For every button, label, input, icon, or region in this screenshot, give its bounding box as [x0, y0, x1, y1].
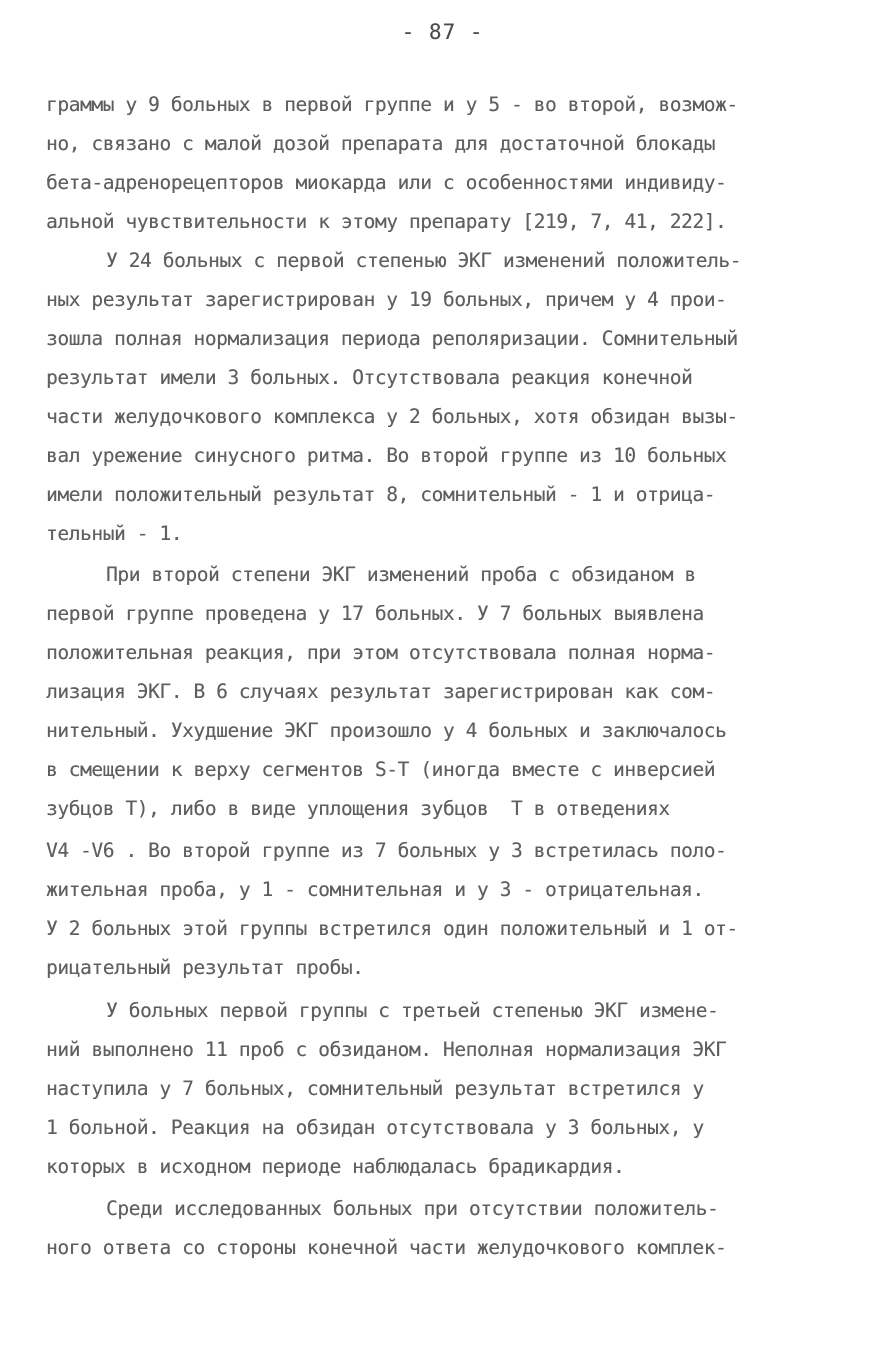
text-line: части желудочкового комплекса у 2 больных, хотя обзидан вызы- — [46, 405, 738, 428]
text-line: в смещении к верху сегментов S-T (иногда вместе с инверсией — [46, 758, 716, 781]
text-line: жительная проба, у 1 - сомнительная и у 3 - отрицательная. — [46, 878, 704, 901]
text-line: У 2 больных этой группы встретился один положительный и 1 от- — [46, 917, 738, 940]
text-line: имели положительный результат 8, сомнительный - 1 и отрица- — [46, 483, 716, 506]
text-line: У 24 больных с первой степенью ЭКГ изменений положитель- — [106, 249, 742, 272]
text-line: 1 больной. Реакция на обзидан отсутствовала у 3 больных, у — [46, 1116, 704, 1139]
text-line: ний выполнено 11 проб с обзиданом. Неполная нормализация ЭКГ — [46, 1038, 727, 1061]
text-line: наступила у 7 больных, сомнительный результат встретился у — [46, 1077, 704, 1100]
text-line: которых в исходном периоде наблюдалась брадикардия. — [46, 1155, 625, 1178]
text-line: V4 -V6 . Во второй группе из 7 больных у 3 встретилась поло- — [46, 839, 727, 862]
text-line: граммы у 9 больных в первой группе и у 5 - во второй, возмож- — [46, 93, 738, 116]
text-line: зубцов Т), либо в виде уплощения зубцов Т в отведениях — [46, 797, 670, 820]
text-line: зошла полная нормализация периода реполяризации. Сомнительный — [46, 327, 738, 350]
page-number: - 87 - — [401, 20, 484, 44]
text-line: Среди исследованных больных при отсутствии положитель- — [106, 1197, 719, 1220]
text-line: бета-адренорецепторов миокарда или с особенностями индивиду- — [46, 171, 727, 194]
text-line: У больных первой группы с третьей степенью ЭКГ измене- — [106, 999, 719, 1022]
text-line: результат имели 3 больных. Отсутствовала реакция конечной — [46, 366, 693, 389]
text-line: альной чувствительности к этому препарату [219, 7, 41, 222]. — [46, 210, 727, 233]
text-line: положительная реакция, при этом отсутствовала полная норма- — [46, 641, 716, 664]
text-line: рицательный результат пробы. — [46, 956, 364, 979]
text-line: первой группе проведена у 17 больных. У 7 больных выявлена — [46, 602, 704, 625]
text-line: тельный - 1. — [46, 522, 183, 545]
text-line: вал урежение синусного ритма. Во второй группе из 10 больных — [46, 444, 727, 467]
text-line: ного ответа со стороны конечной части желудочкового комплек- — [46, 1236, 727, 1259]
text-line: При второй степени ЭКГ изменений проба с обзиданом в — [106, 563, 696, 586]
text-line: лизация ЭКГ. В 6 случаях результат зарегистрирован как сом- — [46, 680, 716, 703]
text-line: но, связано с малой дозой препарата для достаточной блокады — [46, 132, 716, 155]
text-line: ных результат зарегистрирован у 19 больных, причем у 4 прои- — [46, 288, 727, 311]
text-line: нительный. Ухудшение ЭКГ произошло у 4 больных и заключалось — [46, 719, 727, 742]
